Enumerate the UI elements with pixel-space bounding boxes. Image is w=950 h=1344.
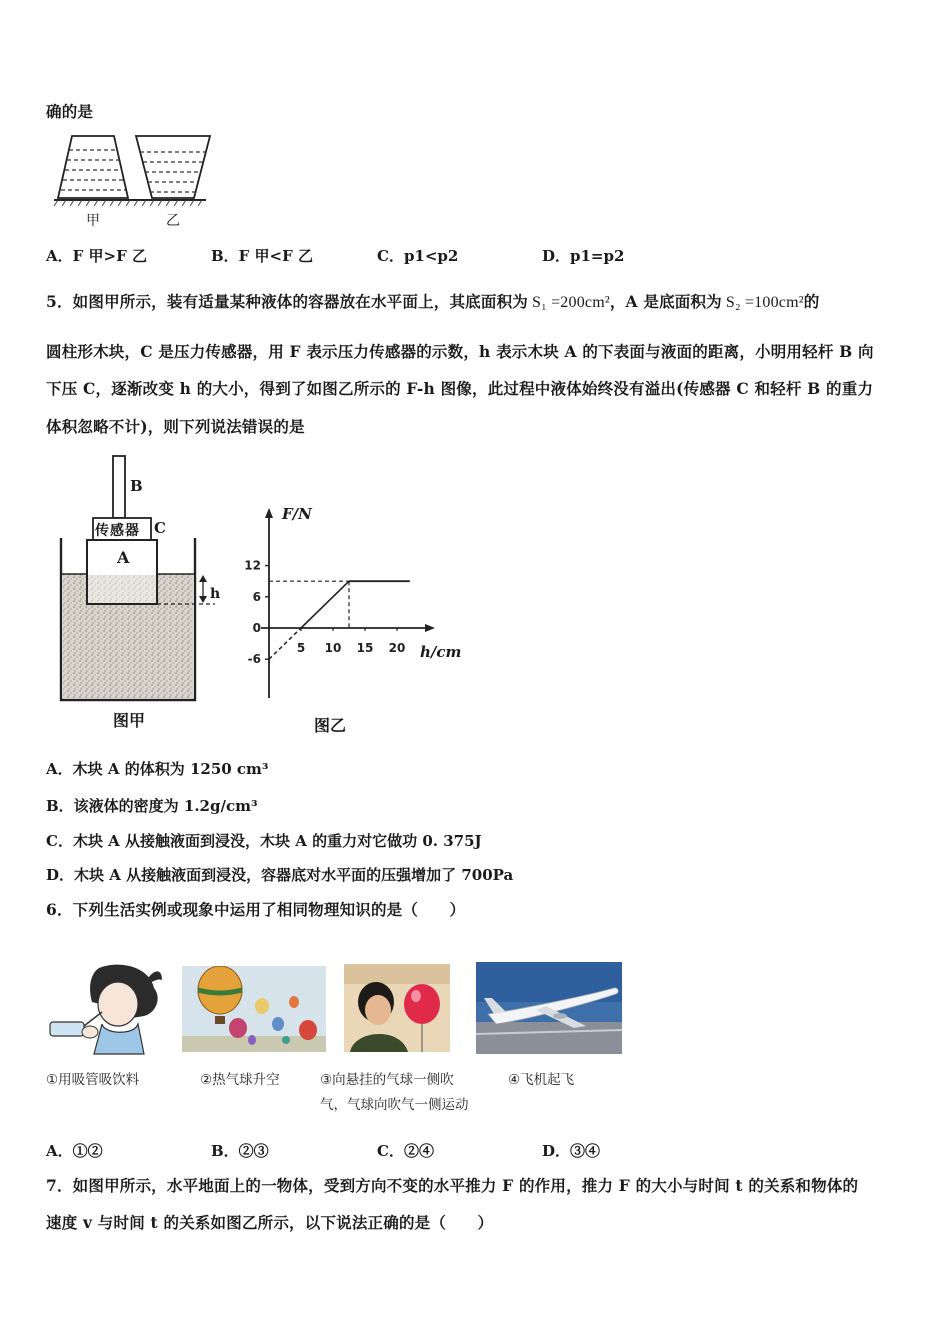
q5-line1 [46,290,819,312]
label-sensor: 传感器 [95,523,140,539]
q6-option-a[interactable]: A．①② [46,1142,103,1160]
q6-option-b[interactable]: B．②③ [211,1142,269,1160]
q5-option-c[interactable]: C．木块 A 从接触液面到浸没，木块 A 的重力对它做功 0. 375J [46,832,482,850]
q6-option-d[interactable]: D．③④ [542,1142,601,1160]
caption-airplane: ④飞机起飞 [508,1072,575,1088]
x-tick-label-1: 10 [324,641,342,655]
rod-b [113,456,125,518]
caption-balloon-rise: ②热气球升空 [200,1072,280,1088]
label-b: B [130,477,143,495]
face [98,982,138,1026]
series-rising-segment [301,581,349,628]
caption-straw: ①用吸管吸饮料 [46,1072,140,1088]
y-axis-arrow [265,508,273,518]
q5-line1-a: 5．如图甲所示，装有适量某种液体的容器放在水平面上，其底面积为 [46,292,528,311]
caption-blow-line1: ③向悬挂的气球一侧吹 [320,1072,454,1088]
q4-option-a[interactable]: A．F 甲>F 乙 [46,247,147,265]
q5-line3: 下压 C，逐渐改变 h 的大小，得到了如图乙所示的 F-h 图像，此过程中液体始终没有溢出(传感器 C 和轻杆 B 的重力 [46,379,874,398]
y-tick-label-1: 6 [252,589,261,604]
image-hot-air-balloons [182,966,326,1052]
q5-line2: 圆柱形木块，C 是压力传感器，用 F 表示压力传感器的示数，h 表示木块 A 的下表面与液面的距离，小明用轻杆 B 向 [46,342,874,361]
bottle [50,1022,84,1036]
image-airplane-takeoff [476,962,622,1054]
x-tick-label-0: 5 [296,641,306,655]
q5-line1-c: 的 [803,292,820,311]
fig-label-jia: 甲 [86,213,100,229]
q6-stem: 6．下列生活实例或现象中运用了相同物理知识的是（ ） [46,900,466,919]
x-axis-arrow [425,624,435,632]
q5-option-a[interactable]: A．木块 A 的体积为 1250 cm³ [46,760,269,778]
label-a: A [117,548,130,567]
container-yi [136,136,210,198]
formula-s1: S₁ =200cm² [532,294,610,311]
liquid-yi [140,152,206,192]
label-h: h [210,586,221,602]
container-jia [58,136,128,198]
q5-figure-yi-chart [235,500,475,700]
caption-jia: 图甲 [113,711,146,730]
image-blowing-balloon [344,964,450,1052]
chart-xlabel: h/cm [420,643,462,661]
q4-containers-figure [46,128,216,228]
q4-option-b[interactable]: B．F 甲<F 乙 [211,247,313,265]
y-tick-label-2: 0 [252,621,261,635]
y-tick-label-0: 12 [244,558,261,573]
intro-line: 确的是 [46,102,94,121]
q7-line1: 7．如图甲所示，水平地面上的一物体，受到方向不变的水平推力 F 的作用，推力 F 的大小与时间 t 的关系和物体的 [46,1176,859,1195]
caption-yi: 图乙 [314,716,347,735]
formula-s2: S₂ =100cm² [725,294,804,311]
fig-label-yi: 乙 [166,213,180,229]
liquid-jia [61,150,126,190]
q6-option-c[interactable]: C．②④ [377,1142,434,1160]
q7-line2: 速度 v 与时间 t 的关系如图乙所示，以下说法正确的是（ ） [46,1213,494,1232]
caption-blow-line2: 气，气球向吹气一侧运动 [320,1097,469,1113]
q5-figure-jia [55,450,235,740]
x-tick-label-2: 15 [356,641,374,655]
q5-option-d[interactable]: D．木块 A 从接触液面到浸没，容器底对水平面的压强增加了 700Pa [46,866,514,884]
q4-option-d[interactable]: D．p1=p2 [542,247,625,265]
chart-ylabel: F/N [282,505,312,523]
q4-option-c[interactable]: C．p1<p2 [377,247,459,265]
x-tick-label-3: 20 [388,641,406,655]
q5-line4: 体积忽略不计)，则下列说法错误的是 [46,417,305,436]
y-tick-label-3: -6 [247,652,261,667]
q5-option-b[interactable]: B．该液体的密度为 1.2g/cm³ [46,797,258,815]
image-girl-drinking [44,958,164,1058]
label-c: C [154,519,166,537]
q5-line1-b: ，A 是底面积为 [609,292,722,311]
